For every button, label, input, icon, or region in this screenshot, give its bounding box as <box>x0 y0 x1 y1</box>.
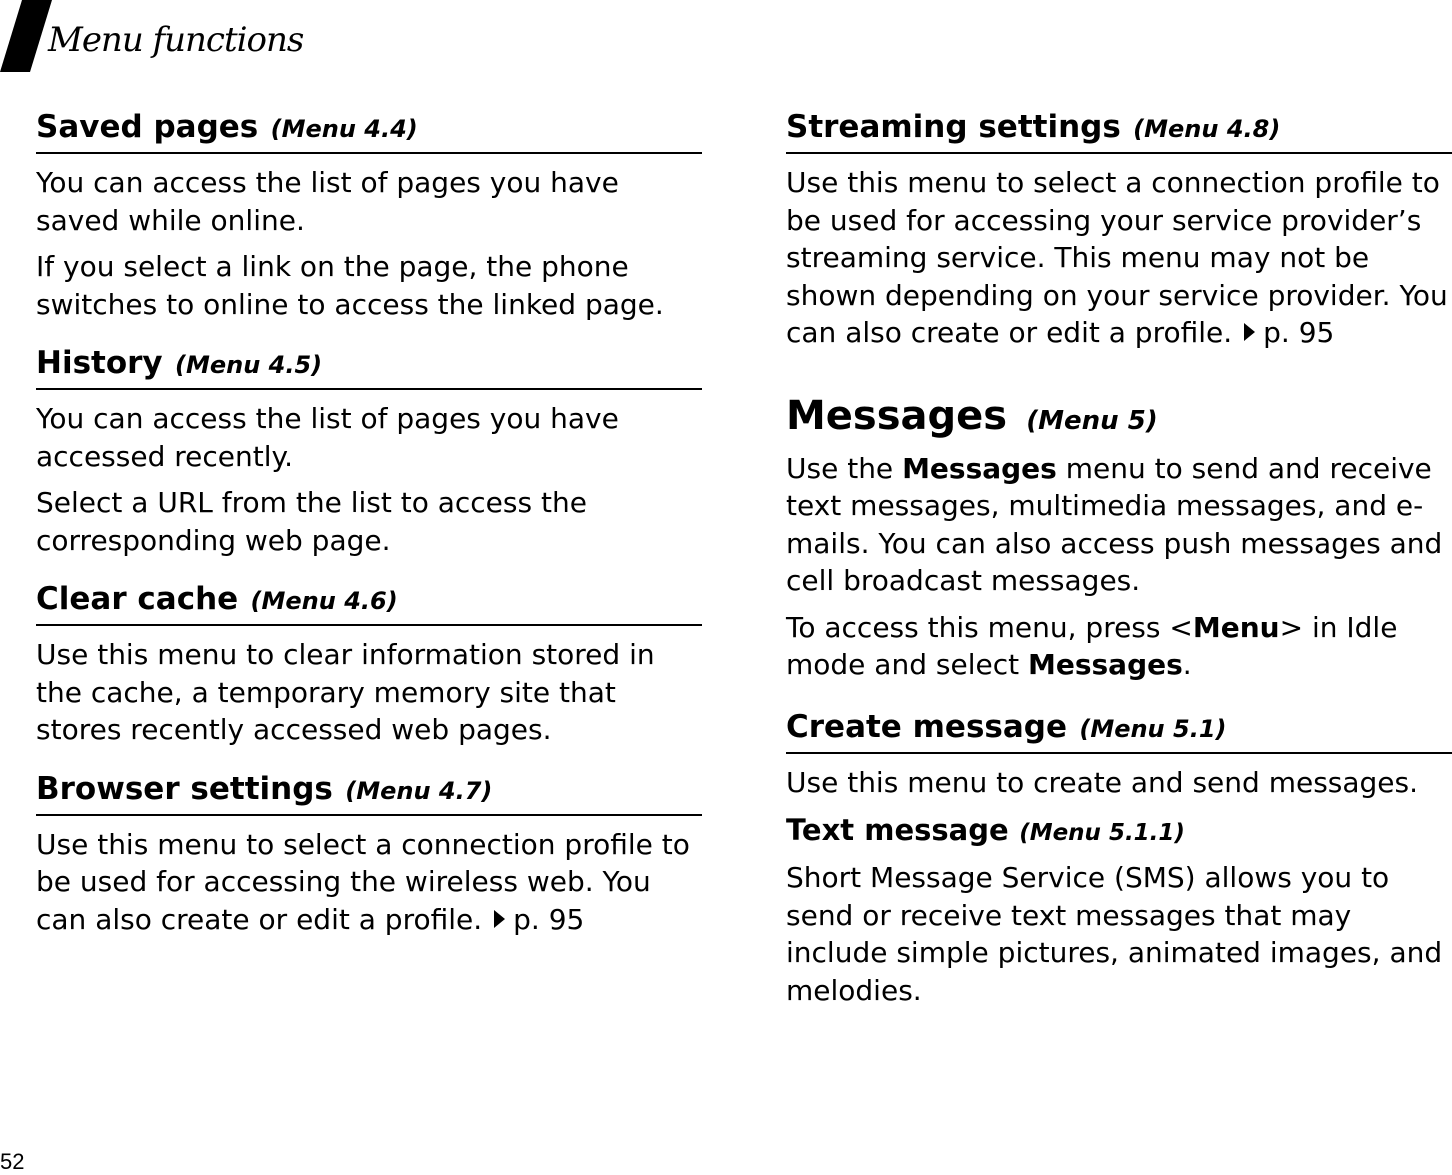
paragraph: Short Message Service (SMS) allows you to send or receive text messages that may include simple pictures, animated images, and melodies. <box>786 861 1443 1007</box>
text-run: . <box>1182 648 1192 681</box>
bold-term: Messages <box>1027 648 1183 681</box>
section-heading <box>36 770 702 816</box>
subsection-heading-text-message <box>786 811 1452 849</box>
header-decorative-bar <box>0 0 52 72</box>
page-reference-arrow-icon <box>494 910 505 928</box>
section-title: Clear cache <box>36 581 239 617</box>
section-heading <box>36 344 702 390</box>
menu-number: (Menu 5) <box>1026 405 1158 436</box>
paragraph <box>786 609 1452 684</box>
bold-term: Menu <box>1192 610 1280 644</box>
text-run: To access this menu, press < <box>786 610 1193 644</box>
paragraph <box>36 826 702 939</box>
bold-term: Messages <box>902 451 1057 485</box>
section-history <box>36 344 702 559</box>
paragraph-text: Use this menu to select a connection profile to be used for accessing your service provider’s streaming service. This menu may not be shown depending on your service provider. You can also create or edit a profile. <box>786 166 1448 349</box>
page-number: 52 <box>0 1149 25 1174</box>
section-title: Saved pages <box>36 109 259 145</box>
menu-number: (Menu 4.4) <box>270 115 418 143</box>
section-heading <box>36 580 702 626</box>
paragraph: Select a URL from the list to access the corresponding web page. <box>36 486 587 557</box>
left-column <box>36 108 702 938</box>
text-run: Use the <box>786 451 903 485</box>
paragraph <box>786 450 1452 600</box>
paragraph: You can access the list of pages you have accessed recently. <box>36 402 619 473</box>
section-browser-settings <box>36 770 702 939</box>
section-title: Browser settings <box>36 770 333 807</box>
paragraph: Use this menu to clear information stored in the cache, a temporary memory site that stores recently accessed web pages. <box>36 638 655 746</box>
paragraph: If you select a link on the page, the phone switches to online to access the linked page. <box>36 250 664 321</box>
text-run: menu to send and receive text messages, multimedia messages, and e-mails. You can also access push messages and cell broadcast messages. <box>786 451 1443 597</box>
section-title: History <box>36 345 163 381</box>
chapter-title: Messages <box>786 392 1008 439</box>
section-create-message <box>786 708 1452 802</box>
section-saved-pages <box>36 108 702 323</box>
page-reference: p. 95 <box>513 902 585 936</box>
menu-number: (Menu 5.1.1) <box>1019 820 1185 846</box>
menu-number: (Menu 5.1) <box>1079 714 1227 743</box>
paragraph: Use this menu to create and send messages. <box>786 765 1419 799</box>
header-title: Menu functions <box>48 20 304 60</box>
text-run: > in Idle mode and select <box>786 610 1398 681</box>
paragraph: You can access the list of pages you have saved while online. <box>36 166 619 237</box>
section-heading <box>36 108 702 154</box>
section-heading <box>786 708 1452 754</box>
page-reference: p. 95 <box>1263 316 1335 349</box>
section-title: Create message <box>786 708 1067 745</box>
paragraph-text: Use this menu to select a connection profile to be used for accessing the wireless web. You can also create or edit a profile. <box>36 827 690 936</box>
section-clear-cache <box>36 580 702 749</box>
menu-number: (Menu 4.6) <box>250 587 398 615</box>
chapter-heading-messages <box>786 392 1452 440</box>
menu-number: (Menu 4.8) <box>1133 115 1281 143</box>
right-column <box>786 108 1452 1009</box>
section-heading <box>786 108 1452 154</box>
menu-number: (Menu 4.5) <box>175 351 323 379</box>
subsection-title: Text message <box>786 813 1009 847</box>
paragraph <box>786 164 1452 352</box>
menu-number: (Menu 4.7) <box>345 776 493 805</box>
page-reference-arrow-icon <box>1244 323 1255 341</box>
section-title: Streaming settings <box>786 109 1121 145</box>
section-streaming-settings <box>786 108 1452 352</box>
